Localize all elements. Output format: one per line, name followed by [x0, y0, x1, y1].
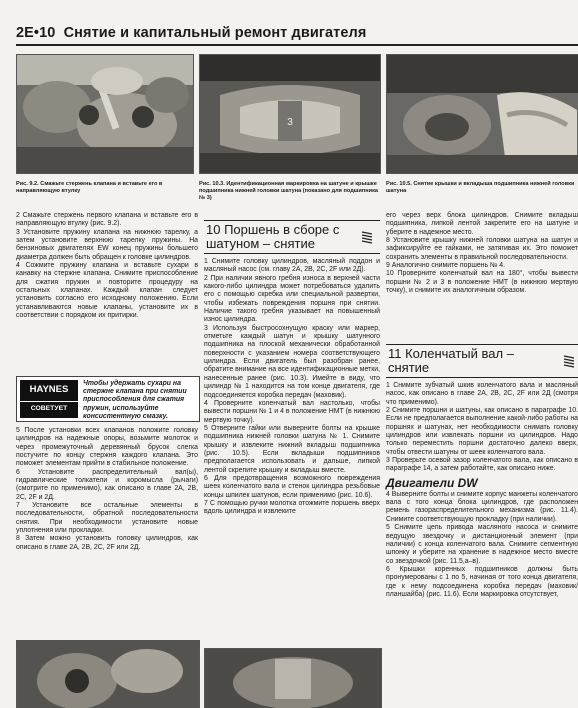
photo-bearing-cap — [386, 54, 578, 174]
photo-bottom-middle — [204, 648, 382, 708]
paragraph-9-5: 5 После установки всех клапанов положите головку цилиндров на надежные опоры, возьмите молоток и через промежуточный деревянный брусок слегка постучите по концу стержня каждого клапана. Это поможет элементам прийти в стабильное положение. — [16, 427, 198, 468]
subheading-dw-engines: Двигатели DW — [386, 475, 478, 490]
paragraph-11-1: 1 Снимите зубчатый шкив коленчатого вала и масляный насос, как описано в главе 2А, 2В, 2С, 2F или 2Д (смотря что применимо). — [386, 382, 578, 406]
haynes-logo-text: HAYNES — [29, 384, 69, 395]
paragraph-9-4: 4 Сожмите пружину клапана и вставьте сухари в канавку на стержне клапана. Снимите приспособление для сжатия пружин и повторите процедуру на остальных клапанах. Каждый клапан следует установить согласно его исходному положению. Если устанавливаются новые клапаны, установите их в соответствии с порядком их притирки. — [16, 262, 198, 320]
header-rule — [16, 44, 578, 46]
photo-conrod-marking — [199, 54, 381, 174]
paragraph-10-1: 1 Снимите головку цилиндров, масляный поддон и масляный насос (см. главу 2А, 2В, 2С, 2F или 2Д). — [204, 258, 380, 274]
paragraph-11-3: 3 Проверьте осевой зазор коленчатого вала, как описано в параграфе 14, а затем работайте, как описано ниже. — [386, 457, 578, 473]
paragraph-9-8: 8 Затем можно установить головку цилиндров, как описано в главе 2А, 2В, 2С, 2F или 2Д. — [16, 535, 198, 551]
haynes-logo — [20, 380, 78, 418]
column-left-lower — [16, 427, 198, 552]
column-right-lower — [386, 382, 578, 599]
figure-caption-9-2: Рис. 9.2. Смажьте стержень клапана и вставьте его в направляющую втулку — [16, 181, 163, 195]
photo-bottom-left — [16, 640, 200, 708]
paragraph-9-6: 6 Установите распределительный вал(ы), гидравлические толкатели и коромысла (рычаги) (смотрите по применимо), как описано в главе 2А, 2В, 2С, 2F и 2Д. — [16, 468, 198, 501]
page-number: 2E•10 — [16, 25, 56, 41]
haynes-tip-box — [16, 376, 200, 422]
column-middle — [204, 258, 380, 517]
figure-caption-10-3: Рис. 10.3. Идентификационная маркировка на шатуне и крышке подшипника нижней головки шатуна (показано для подшипника № 3) — [199, 181, 378, 202]
section-11-title: 11 Коленчатый вал – снятие — [388, 346, 514, 375]
paragraph-9-3: 3 Установите пружину клапана на нижнюю тарелку, а затем установите верхнюю тарелку пружины. На бензиновых двигателях EW конец пружины большего диаметра должен быть обращен к головке цилиндров. — [16, 228, 198, 261]
paragraph-9-7: 7 Установите все остальные элементы в последовательности, обратной последовательности снятия. При необходимости установите новые уплотнения или прокладки. — [16, 502, 198, 535]
column-right — [386, 212, 578, 295]
figure-caption-10-5: Рис. 10.5. Снятие крышки и вкладыша подшипника нижней головки шатуна — [386, 181, 575, 195]
paragraph-10-3: 3 Используя быстросохнущую краску или маркер, отметьте каждый шатун и крышку шатунного подшипника на плоской механически обработанной поверхности с указанием номера соответствующего цилиндра. Если двигатель был разобран ранее, обратите внимание на все идентификационные метки, нанесенные ранее (рис. 10.3). Имейте в виду, что цилиндр № 1 находится на том конце двигателя, где подсоединяется коробка передач (маховик). — [204, 324, 380, 399]
paragraph-11-5: 5 Снимите цепь привода масляного насоса и снимите ведущую звездочку и дистанционный элемент (при наличии) с конца коленчатого вала. Снимите сегментную шпонку и уберите на хранение в надежное место вместе со звездочкой (рис. 11.5,а–в). — [386, 524, 578, 565]
column-left — [16, 212, 198, 320]
paragraph-10-8: 8 Установите крышку нижней головки шатуна на шатун и зафиксируйте ее гайками, не затягивая их. Это поможет сохранить элементы в правильной последовательности. — [386, 237, 578, 261]
page-header — [16, 25, 366, 41]
paragraph-11-6: 6 Крышки коренных подшипников должны быть пронумерованы с 1 по 5, начиная от того конца двигателя, где к нему подсоединена коробка передач (маховик/планшайба) (рис. 11.6). Если маркировка отсутствует, — [386, 565, 578, 598]
paragraph-10-9: 9 Аналогично снимите поршень № 4. — [386, 262, 506, 270]
paragraph-10-6: 6 Для предотвращения возможного повреждения шеек коленчатого вала и стенок цилиндра резьбовые концы шпилек шатунов, если применимо (рис. 10.6). — [204, 474, 380, 499]
spanner-rating-icon — [360, 230, 374, 244]
paragraph-10-2: 2 При наличии явного гребня износа в верхней части какого-либо цилиндра может потребоваться удалить его с помощью скребка или специальной развертки, чтобы избежать повреждения поршня при снятии. Наличие такого гребня указывает на повышенный износ цилиндра. — [204, 274, 380, 324]
paragraph-10-10: 10 Проверните коленчатый вал на 180°, чтобы вывести поршни № 2 и 3 в положение НМТ (в нижнюю мертвую точку), и снимите их аналогичным образом. — [386, 270, 578, 295]
paragraph-10-7: 7 С помощью ручки молотка отожмите поршень вверх вдоль цилиндра и извлеките — [204, 499, 380, 516]
paragraph-10-4: 4 Проверните коленчатый вал настолько, чтобы вывести поршни № 1 и 4 в положение НМТ (в нижнюю мертвую точку). — [204, 399, 380, 424]
section-10-title: 10 Поршень в сборе с шатуном – снятие — [206, 222, 340, 251]
paragraph-9-2: 2 Смажьте стержень первого клапана и вставьте его в направляющую втулку (рис. 9.2). — [16, 212, 198, 228]
paragraph-10-5: 5 Отверните гайки или выверните болты на крышке подшипника нижней головки шатуна № 1. Снимите крышку и извлеките нижний вкладыш подшипника (рис. 10.5). Если вкладыши подшипников предполагается использовать и дальше, липкой лентой скрепите крышку и вкладыш вместе. — [204, 424, 380, 474]
chapter-title: Снятие и капитальный ремонт двигателя — [63, 25, 367, 41]
haynes-advises-text: СОВЕТУЕТ — [20, 401, 78, 414]
photo-valve-insert — [16, 54, 194, 174]
paragraph-10-7-continued: его через верх блока цилиндров. Снимите вкладыш подшипника, липкой лентой закрепите его на шатуне и уберите в надежное место. — [386, 212, 578, 236]
paragraph-11-4: 4 Выверните болты и снимите корпус манжеты коленчатого вала с того конца блока цилиндров, где расположен ремень газораспределительного механизма (рис. 11.4). Снимите соответствующую прокладку (при наличии). — [386, 490, 578, 523]
svg-text:3: 3 — [287, 117, 293, 128]
paragraph-11-2: 2 Снимите поршни и шатуны, как описано в параграфе 10. Если не предполагается выполнение какой-либо работы на поршнях и шатунах, нет необходимости снимать головку цилиндров или извлекать поршни из цилиндров. Надо только переместить поршни достаточно далеко вверх, чтобы отвести шатуны от шеек коленчатого вала. — [386, 407, 578, 456]
haynes-tip-text: Чтобы удержать сухари на стержне клапана при снятии приспособления для сжатия пружин, используйте консистентную смазку. — [83, 380, 187, 420]
spanner-rating-icon-2 — [562, 354, 576, 368]
